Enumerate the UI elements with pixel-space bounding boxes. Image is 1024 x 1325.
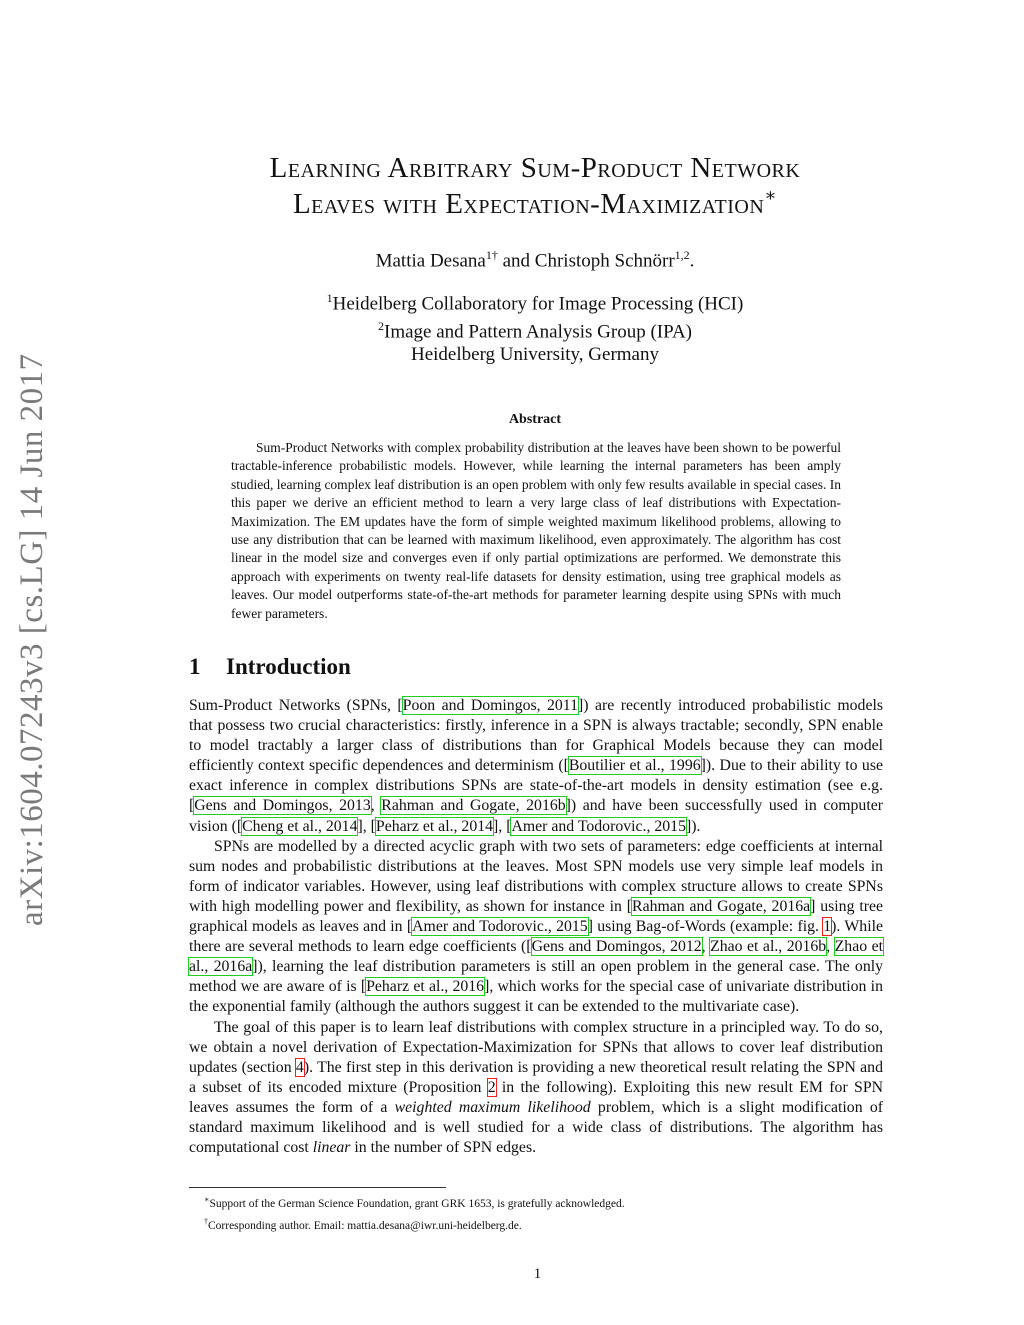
text-run: problem, which is a slight modification of standard maximum likelihood and is well studied for a wide class of distributions. The algorithm has computational cost xyxy=(189,1098,883,1157)
title-footnote-mark: ∗ xyxy=(764,185,778,205)
citation-link[interactable]: Amer and Todorovic., 2015 xyxy=(511,817,686,835)
paragraph-2 xyxy=(189,837,883,1018)
text-run: Sum-Product Networks (SPNs, [ xyxy=(189,697,403,714)
text-run: ] using tree graphical models as leaves and in [ xyxy=(189,897,883,936)
footnote-1 xyxy=(189,1191,889,1213)
footnote-1-text: Support of the German Science Foundation, grant GRK 1653, is gratefully acknowledged. xyxy=(209,1197,625,1210)
affiliation-3: Heidelberg University, Germany xyxy=(411,343,659,365)
text-run: in the following). Exploiting this new result EM for SPN leaves assumes the form of a xyxy=(189,1078,884,1116)
footnote-rule xyxy=(189,1187,446,1188)
author-list xyxy=(150,248,920,272)
text-run: , xyxy=(370,797,382,815)
affiliation-2-mark: 2 xyxy=(378,319,384,334)
author-1: Mattia Desana xyxy=(375,250,486,272)
citation-link[interactable]: Peharz et al., 2014 xyxy=(375,817,494,835)
author-end: . xyxy=(689,250,695,272)
citation-link[interactable]: Poon and Domingos, 2011 xyxy=(402,697,579,714)
text-run: in the number of SPN edges. xyxy=(350,1139,537,1157)
text-run: , xyxy=(826,938,835,956)
text-run: ] using Bag-of-Words (example: fig. xyxy=(587,918,824,936)
page-number: 1 xyxy=(533,1266,542,1282)
citation-link[interactable]: Zhao et al., 2016b xyxy=(710,938,827,956)
title-line-2 xyxy=(150,186,920,222)
author-1-affil: 1† xyxy=(485,248,498,262)
paragraph-1 xyxy=(189,696,883,837)
affiliation-1-text: Heidelberg Collaboratory for Image Processing (HCI) xyxy=(332,293,744,315)
footnote-2 xyxy=(189,1213,889,1235)
footnote-2-mark: † xyxy=(204,1216,208,1226)
text-run: ]). Due to their ability to use exact inference in complex distributions SPNs are state-of-the-art models in density estimation (see e.g. [ xyxy=(189,757,883,815)
paper-title xyxy=(150,150,920,222)
text-run: The goal of this paper is to learn leaf distributions with complex structure in a principled way. To do so, we obtain a novel derivation of Expectation-Maximization for SPNs that allows to cover leaf distribution updates (section xyxy=(189,1018,883,1076)
section-reference-link[interactable]: 4 xyxy=(295,1058,304,1076)
emphasis-text: linear xyxy=(312,1139,351,1157)
footnotes xyxy=(189,1191,889,1235)
footnote-1-mark: ∗ xyxy=(204,1195,210,1204)
arxiv-side-label: arXiv:1604.07243v3 [cs.LG] 14 Jun 2017 xyxy=(14,353,50,927)
citation-link[interactable]: Gens and Domingos, 2013 xyxy=(194,797,371,815)
text-run: ]) and have been successfully used in computer vision ([ xyxy=(189,797,883,835)
citation-link[interactable]: Amer and Todorovic., 2015 xyxy=(412,918,588,936)
text-run: ). The first step in this derivation is providing a new theoretical result relating the SPN and a subset of its encoded mixture (Proposition xyxy=(189,1058,883,1096)
affiliation-2-text: Image and Pattern Analysis Group (IPA) xyxy=(384,321,692,343)
text-run: ], which works for the special case of univariate distribution in the exponential family (although the authors suggest it can be extended to the multivariate case). xyxy=(189,978,883,1016)
figure-reference-link[interactable]: 1 xyxy=(823,918,832,936)
citation-link[interactable]: Rahman and Gogate, 2016a xyxy=(632,897,811,915)
text-run: , xyxy=(701,938,711,956)
author-2-affil: 1,2 xyxy=(674,248,690,262)
text-run: SPNs are modelled by a directed acyclic graph with two sets of parameters: edge coefficients at internal sum nodes and probabilistic distributions at the leaves. Most SPN models use very simple leaf models in form of indicator variables. However, using leaf distributions with complex structure allows to create SPNs with high modelling power and flexibility, as shown for instance in [ xyxy=(189,837,883,915)
citation-link[interactable]: Peharz et al., 2016 xyxy=(366,978,485,996)
section-heading xyxy=(189,654,351,680)
section-number: 1 xyxy=(189,654,201,679)
text-run: ). While there are several methods to learn edge coefficients ([ xyxy=(189,918,883,956)
intro-body xyxy=(189,696,883,1158)
proposition-reference-link[interactable]: 2 xyxy=(487,1078,496,1096)
citation-link[interactable]: Rahman and Gogate, 2016b xyxy=(381,797,566,815)
abstract-body: Sum-Product Networks with complex probability distribution at the leaves have been shown to be powerful tractable-inference probabilistic models. However, while learning the internal parameters has been amply studied, learning complex leaf distribution is an open problem with only few results available in special cases. In this paper we derive an efficient method to learn a very large class of leaf distributions with Expectation-Maximization. The EM updates have the form of simple weighted maximum likelihood problems, allowing to use any distribution that can be learned with maximum likelihood, even approximately. The algorithm has cost linear in the model size and converges even if only partial optimizations are performed. We demonstrate this approach with experiments on twenty real-life datasets for density estimation, using tree graphical models as leaves. Our model outperforms state-of-the-art methods for parameter learning despite using SPNs with much fewer parameters. xyxy=(231,440,841,621)
paragraph-3 xyxy=(189,1018,883,1159)
text-run: ]) are recently introduced probabilistic models that possess two crucial characteristics: firstly, inference in a SPN is always tractable; secondly, SPN enable to model tractably a larger class of distributions than for Graphical Models because they can model efficiently context specific dependences and determinism ([ xyxy=(189,697,883,775)
emphasis-text: weighted maximum likelihood xyxy=(394,1098,591,1116)
citation-link[interactable]: Zhao et al., 2016a xyxy=(189,938,883,976)
author-conjunction: and xyxy=(497,250,535,272)
section-title: Introduction xyxy=(226,654,351,679)
title-line-1: Learning Arbitrary Sum-Product Network xyxy=(269,152,801,184)
citation-link[interactable]: Gens and Domingos, 2012 xyxy=(531,938,702,956)
title-line-2-text: Leaves with Expectation-Maximization xyxy=(292,188,765,220)
abstract-heading: Abstract xyxy=(508,412,562,427)
text-run: ], [ xyxy=(493,817,512,835)
affiliation-1 xyxy=(150,287,920,315)
affiliation-1-mark: 1 xyxy=(326,291,333,305)
author-2: Christoph Schnörr xyxy=(534,250,675,272)
text-run: ]), learning the leaf distribution parameters is still an open problem in the general case. The only method we are aware of is [ xyxy=(189,958,883,996)
text-run: ]). xyxy=(685,817,701,835)
affiliations xyxy=(150,287,920,366)
text-run: ], [ xyxy=(357,817,376,835)
citation-link[interactable]: Boutilier et al., 1996 xyxy=(568,757,701,775)
citation-link[interactable]: Cheng et al., 2014 xyxy=(242,817,358,835)
affiliation-2 xyxy=(150,315,920,343)
footnote-2-text: Corresponding author. Email: mattia.desana@iwr.uni-heidelberg.de. xyxy=(208,1219,522,1232)
